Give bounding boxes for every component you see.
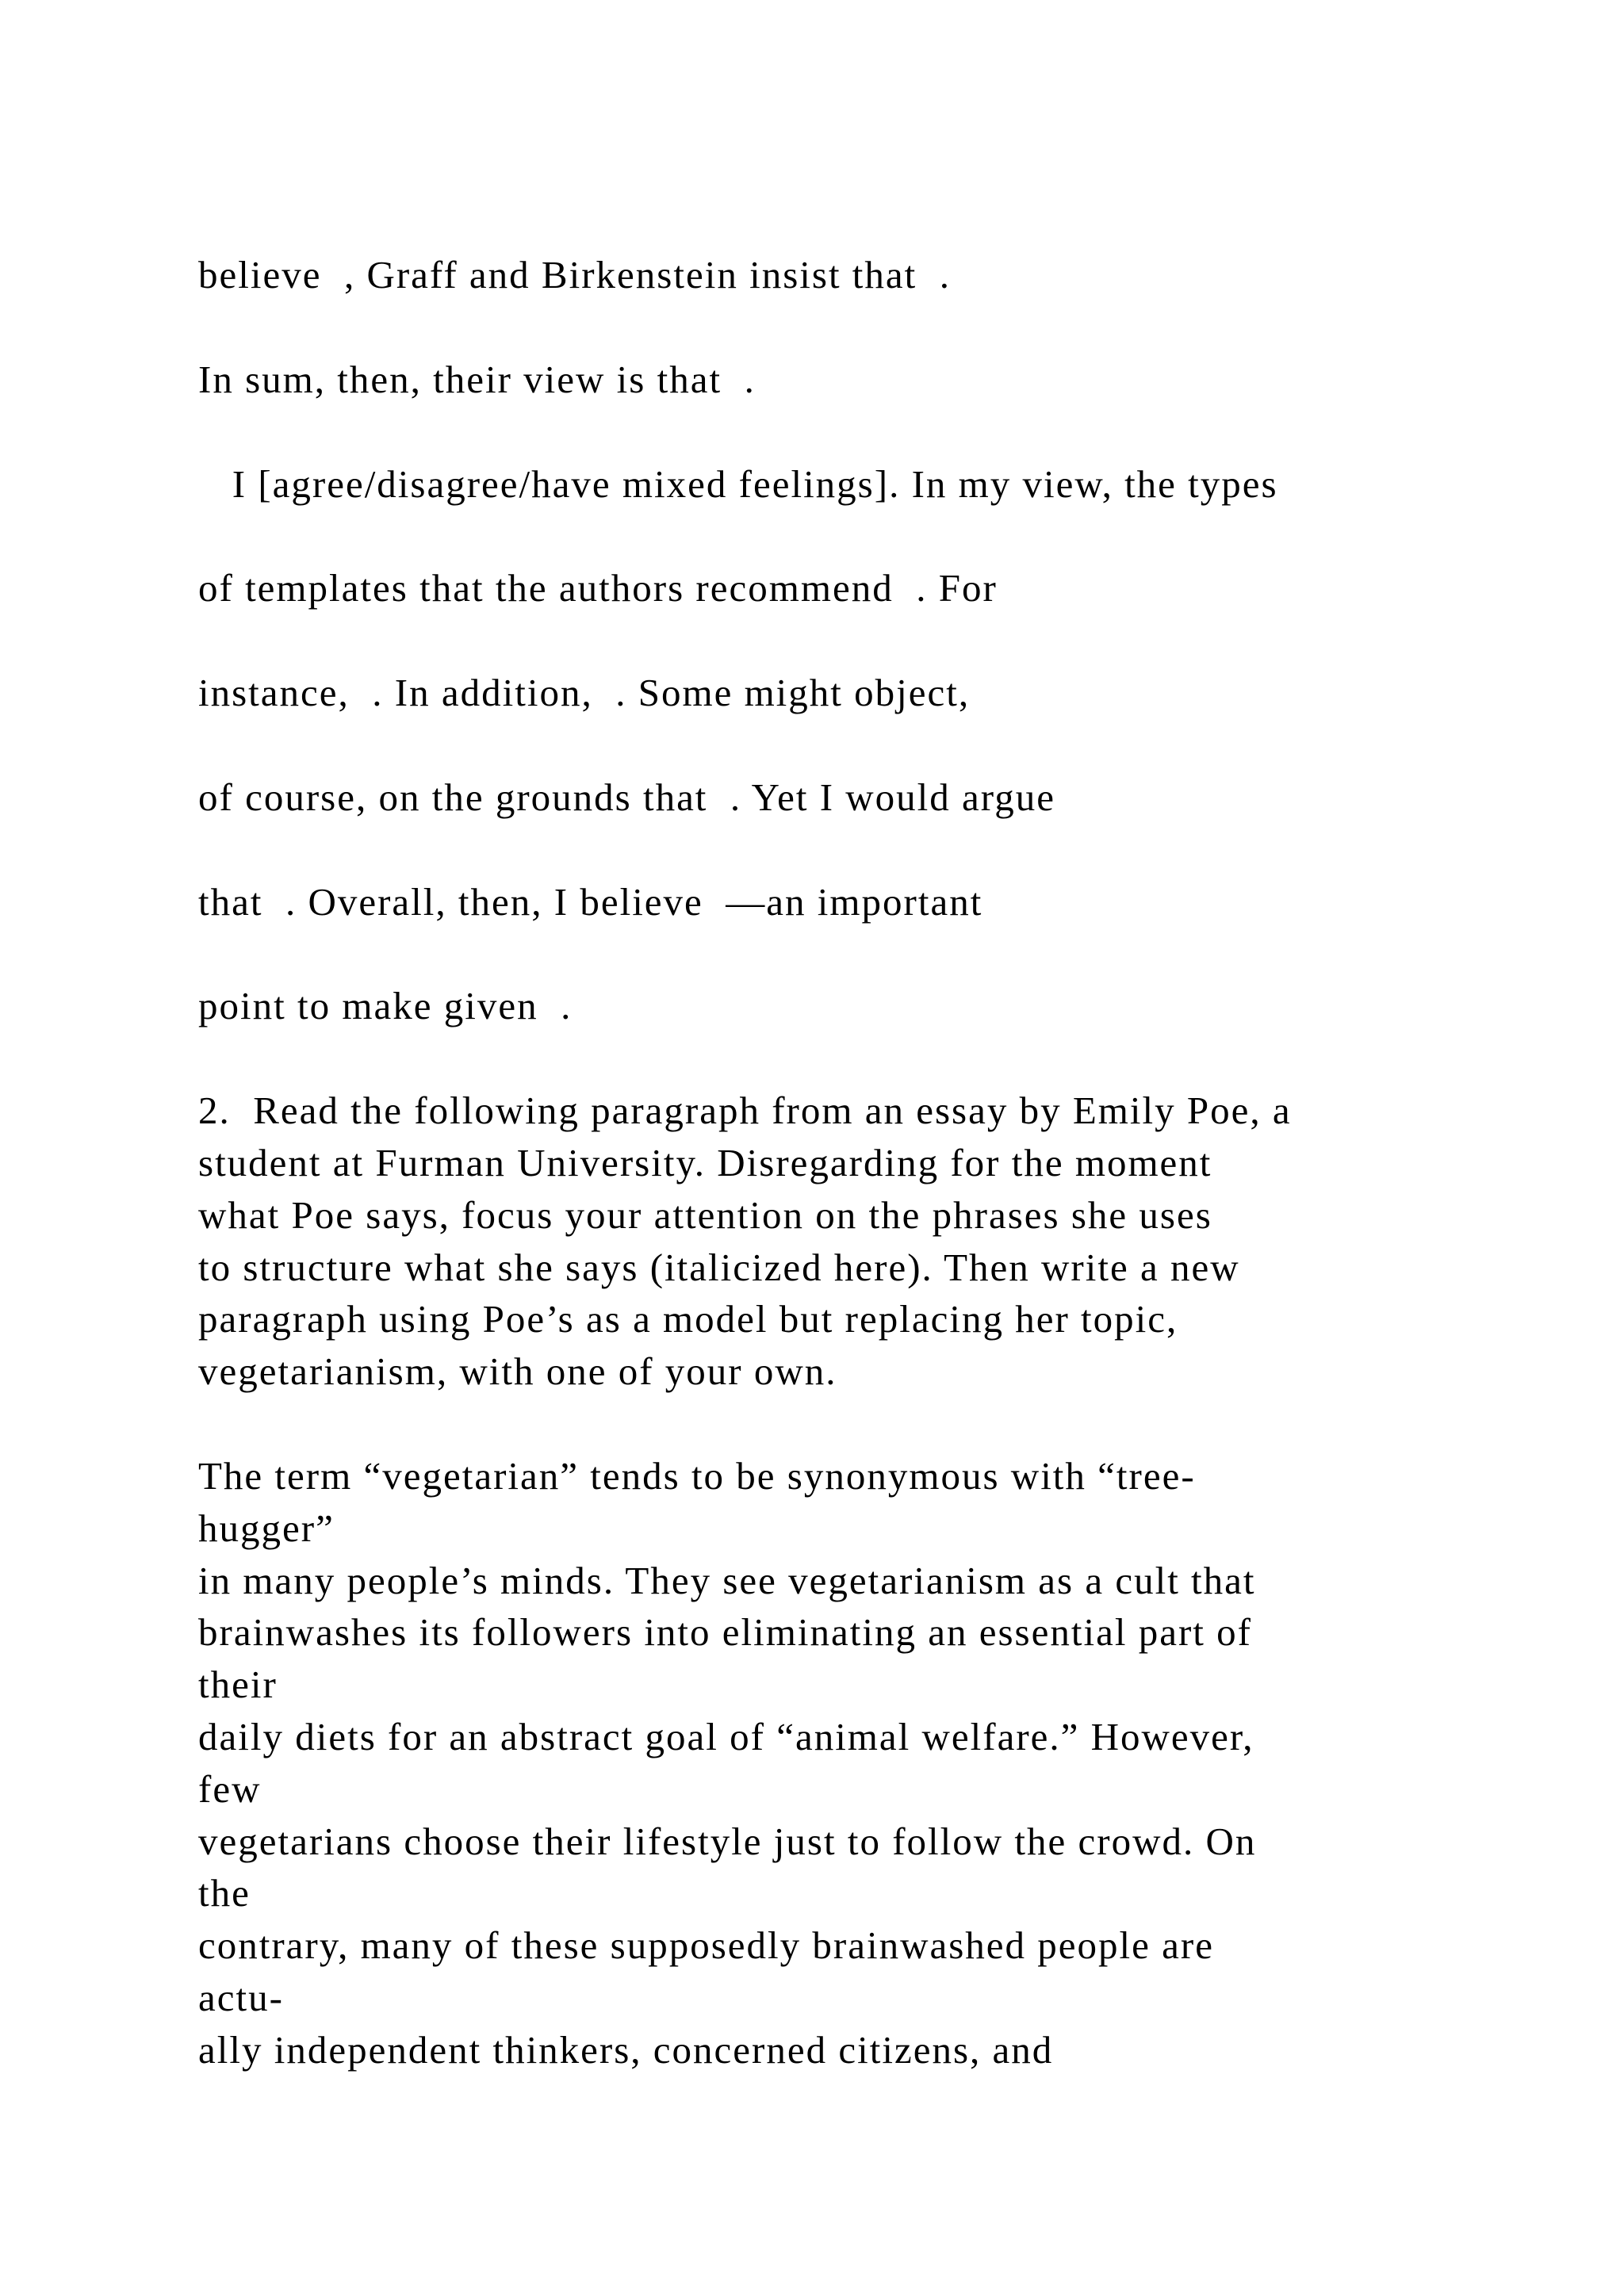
text-line: in many people’s minds. They see vegetarianism as a cult that <box>198 1559 1256 1602</box>
text-line: contrary, many of these supposedly brainwashed people are <box>198 1923 1214 1967</box>
text-line: daily diets for an abstract goal of “animal welfare.” However, <box>198 1715 1254 1758</box>
text-line: student at Furman University. Disregarding for the moment <box>198 1141 1212 1184</box>
text-line: their <box>198 1663 278 1706</box>
text-line: point to make given . <box>198 984 573 1027</box>
text-line: of templates that the authors recommend . For <box>198 566 998 610</box>
text-line: I [agree/disagree/have mixed feelings]. In my view, the types <box>198 462 1278 506</box>
text-line: the <box>198 1871 251 1915</box>
text-line: ally independent thinkers, concerned citizens, and <box>198 2028 1054 2072</box>
text-line: vegetarianism, with one of your own. <box>198 1349 837 1393</box>
text-line: that . Overall, then, I believe —an important <box>198 880 983 924</box>
text-line: to structure what she says (italicized here). Then write a new <box>198 1246 1240 1289</box>
text-line: actu- <box>198 1976 284 2019</box>
text-line: what Poe says, focus your attention on the phrases she uses <box>198 1193 1212 1237</box>
text-line: brainwashes its followers into eliminating an essential part of <box>198 1610 1252 1654</box>
text-line: 2. Read the following paragraph from an essay by Emily Poe, a <box>198 1089 1292 1132</box>
text-line: The term “vegetarian” tends to be synonymous with “tree- <box>198 1454 1196 1498</box>
text-line: few <box>198 1767 262 1811</box>
text-line: instance, . In addition, . Some might object, <box>198 671 971 714</box>
text-line: vegetarians choose their lifestyle just to follow the crowd. On <box>198 1820 1257 1863</box>
text-line: hugger” <box>198 1506 335 1550</box>
text-line: believe , Graff and Birkenstein insist that . <box>198 253 952 297</box>
text-line: paragraph using Poe’s as a model but replacing her topic, <box>198 1297 1178 1341</box>
text-line: of course, on the grounds that . Yet I would argue <box>198 775 1055 819</box>
text-line: In sum, then, their view is that . <box>198 358 756 401</box>
